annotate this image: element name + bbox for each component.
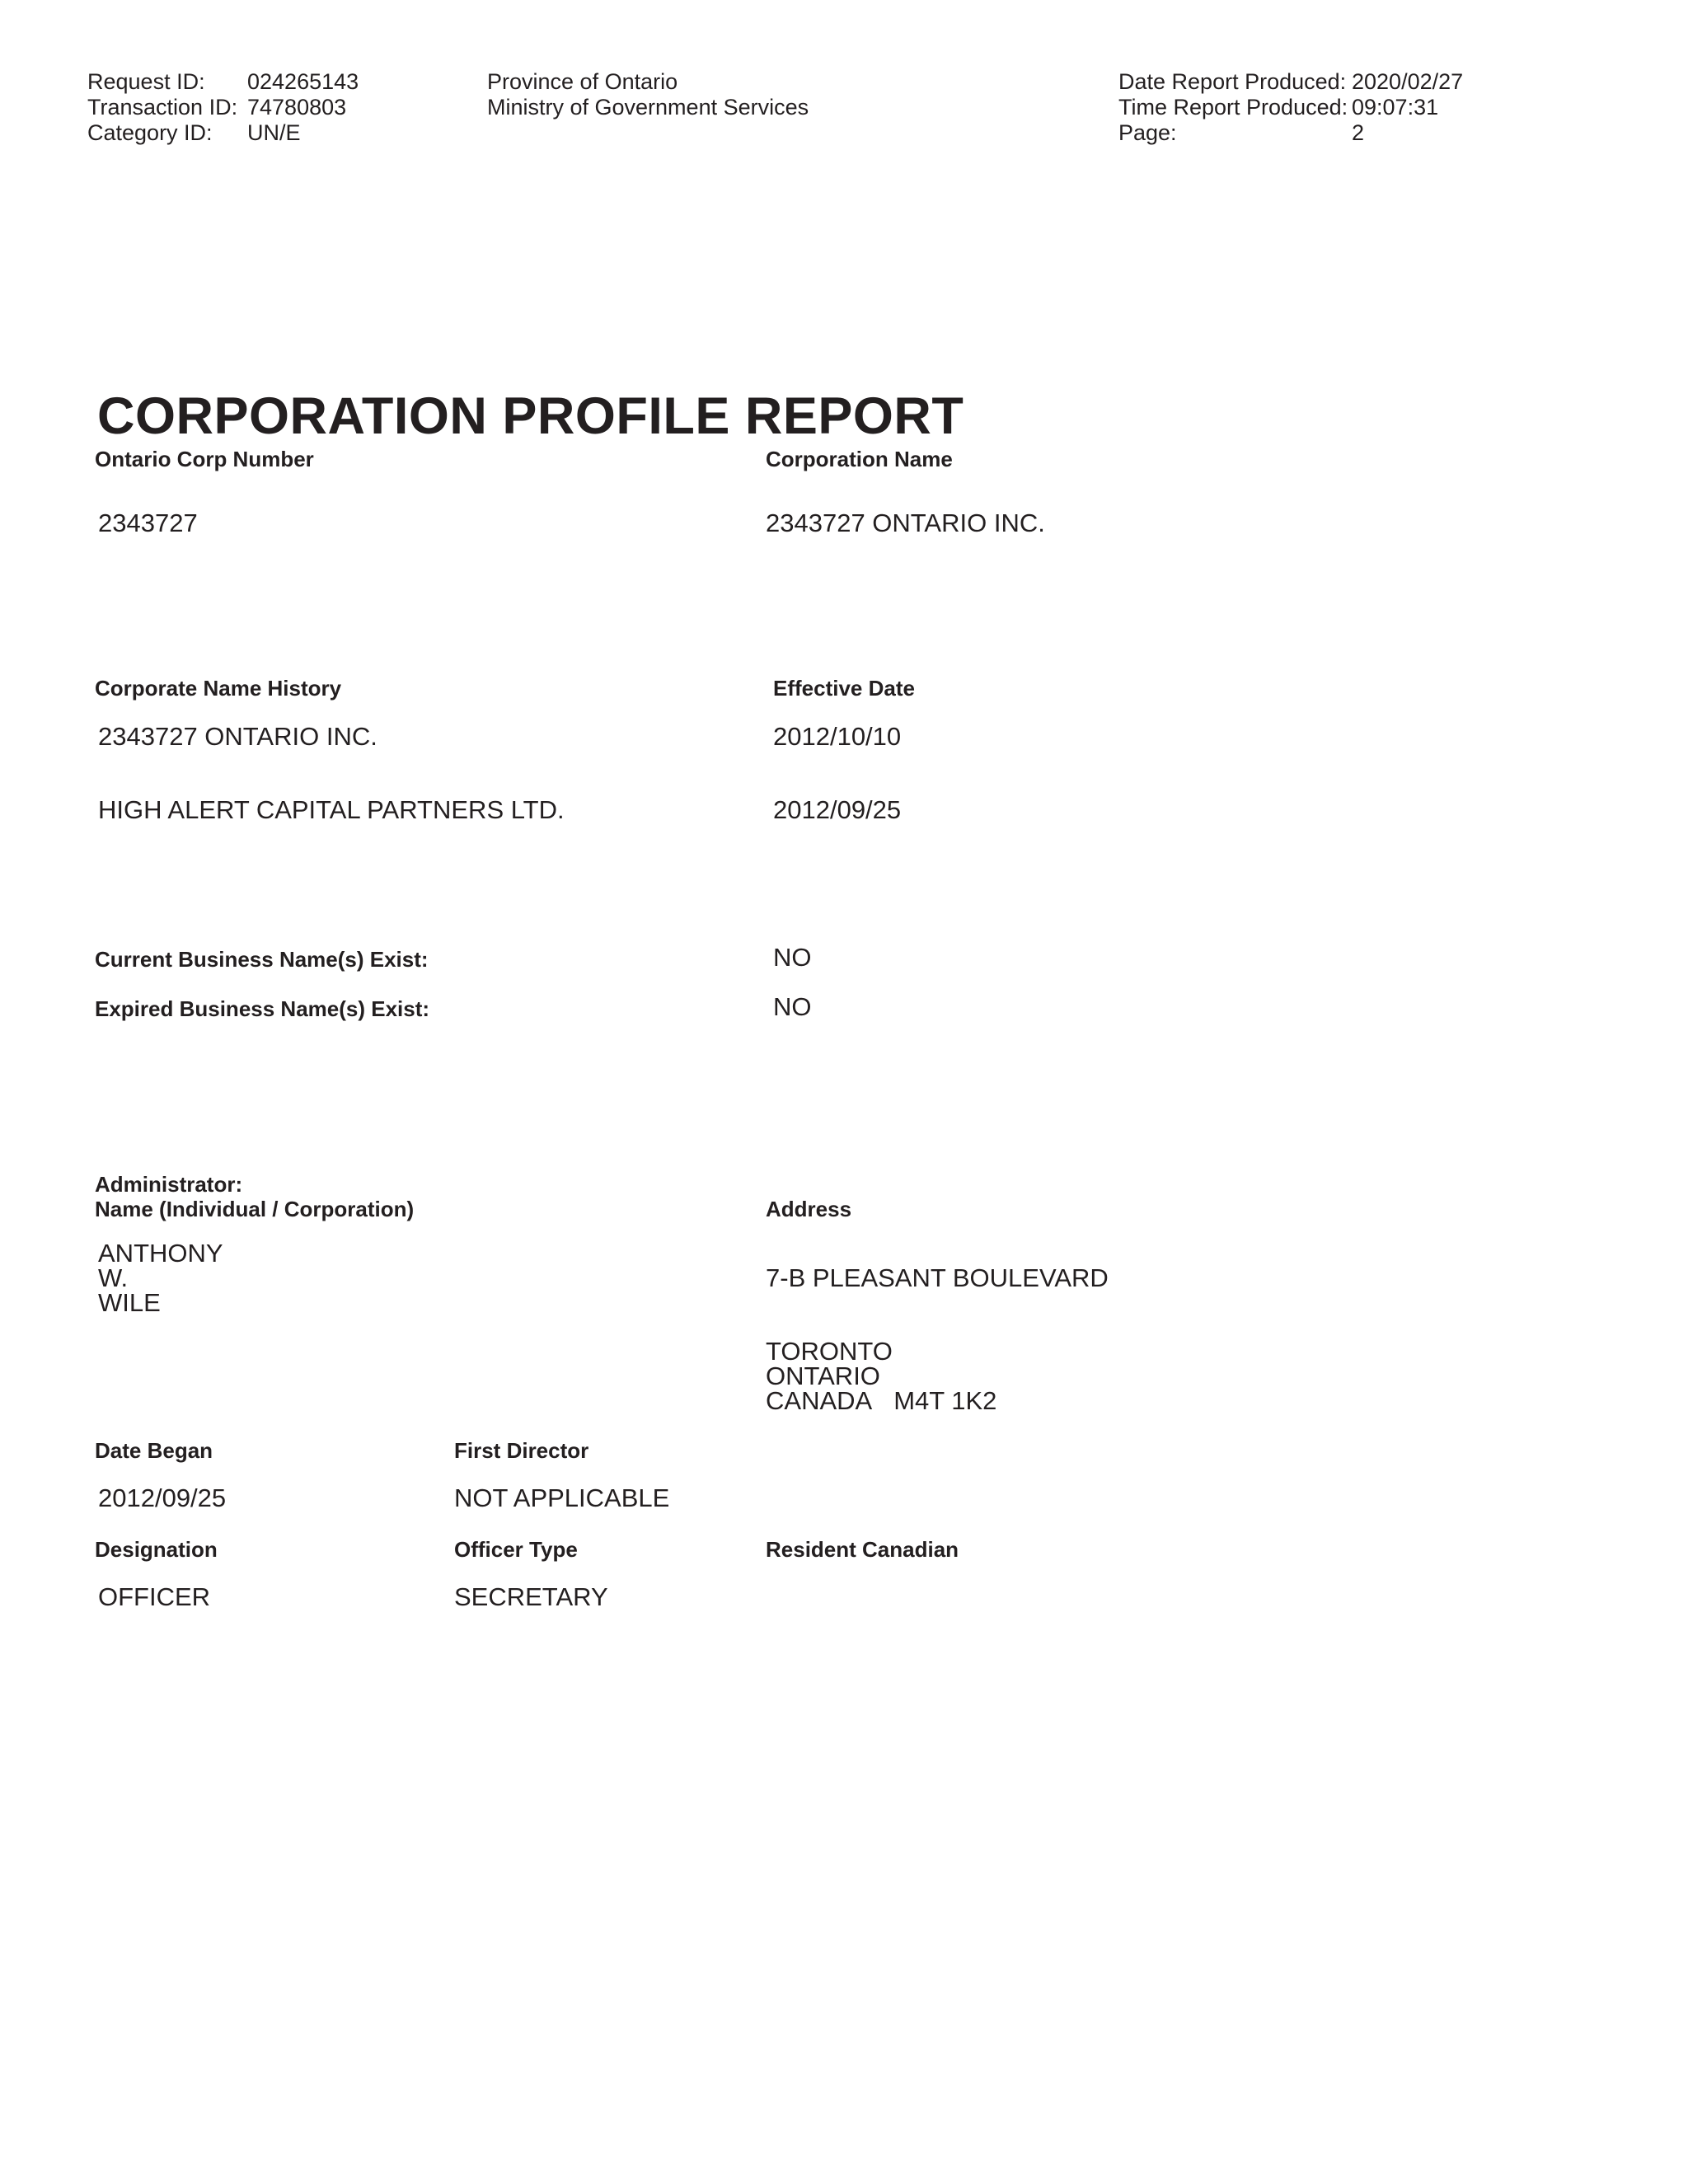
administrator-last-name: WILE — [98, 1288, 161, 1317]
address-street: 7-B PLEASANT BOULEVARD — [766, 1263, 1109, 1292]
designation-label: Designation — [95, 1537, 218, 1562]
address-block — [766, 1339, 996, 1413]
corp-name: 2343727 ONTARIO INC. — [766, 509, 1045, 537]
administrator-label: Administrator: — [95, 1172, 243, 1197]
header-left-values — [247, 69, 359, 146]
page-label: Page: — [1118, 120, 1177, 145]
address-label: Address — [766, 1197, 852, 1221]
name-history-row-date: 2012/09/25 — [773, 795, 902, 824]
date-began-label: Date Began — [95, 1438, 213, 1463]
header-right-labels — [1118, 69, 1348, 146]
expired-business-names-value: NO — [773, 992, 812, 1021]
address-city: TORONTO — [766, 1337, 893, 1366]
time-produced: 09:07:31 — [1352, 95, 1439, 120]
transaction-id-label: Transaction ID: — [87, 95, 238, 120]
name-history-row-name: 2343727 ONTARIO INC. — [98, 722, 377, 751]
officer-type: SECRETARY — [454, 1582, 608, 1611]
report-title: CORPORATION PROFILE REPORT — [97, 387, 964, 445]
current-business-names-value: NO — [773, 943, 812, 972]
category-id: UN/E — [247, 120, 301, 145]
designation: OFFICER — [98, 1582, 211, 1611]
corp-name-label: Corporation Name — [766, 447, 953, 471]
address-country-line — [766, 1386, 997, 1415]
name-history-label: Corporate Name History — [95, 676, 342, 701]
province-name: Province of Ontario — [487, 69, 678, 94]
ministry-name: Ministry of Government Services — [487, 95, 809, 120]
first-director-label: First Director — [454, 1438, 589, 1463]
transaction-id: 74780803 — [247, 95, 347, 120]
date-produced: 2020/02/27 — [1352, 69, 1464, 94]
administrator-middle-initial: W. — [98, 1263, 129, 1292]
address-province: ONTARIO — [766, 1361, 880, 1390]
name-history-row-date: 2012/10/10 — [773, 722, 902, 751]
effective-date-label: Effective Date — [773, 676, 915, 701]
officer-type-label: Officer Type — [454, 1537, 578, 1562]
page-number: 2 — [1352, 120, 1365, 145]
header-left-labels — [87, 69, 237, 146]
administrator-name-label: Name (Individual / Corporation) — [95, 1197, 415, 1221]
address-country: CANADA — [766, 1386, 873, 1415]
header-right-values — [1352, 69, 1463, 146]
category-id-label: Category ID: — [87, 120, 213, 145]
corp-number-label: Ontario Corp Number — [95, 447, 314, 471]
header-ministry — [487, 69, 809, 120]
administrator-first-name: ANTHONY — [98, 1239, 223, 1268]
request-id-label: Request ID: — [87, 69, 205, 94]
corp-number: 2343727 — [98, 509, 198, 537]
administrator-name — [98, 1241, 223, 1315]
address-postal-code: M4T 1K2 — [893, 1386, 997, 1415]
expired-business-names-label: Expired Business Name(s) Exist: — [95, 996, 430, 1021]
date-began: 2012/09/25 — [98, 1483, 227, 1512]
first-director: NOT APPLICABLE — [454, 1483, 670, 1512]
administrator-section-label — [95, 1172, 414, 1221]
request-id: 024265143 — [247, 69, 359, 94]
current-business-names-label: Current Business Name(s) Exist: — [95, 947, 429, 972]
time-produced-label: Time Report Produced: — [1118, 95, 1348, 120]
resident-canadian-label: Resident Canadian — [766, 1537, 959, 1562]
date-produced-label: Date Report Produced: — [1118, 69, 1347, 94]
name-history-row-name: HIGH ALERT CAPITAL PARTNERS LTD. — [98, 795, 565, 824]
